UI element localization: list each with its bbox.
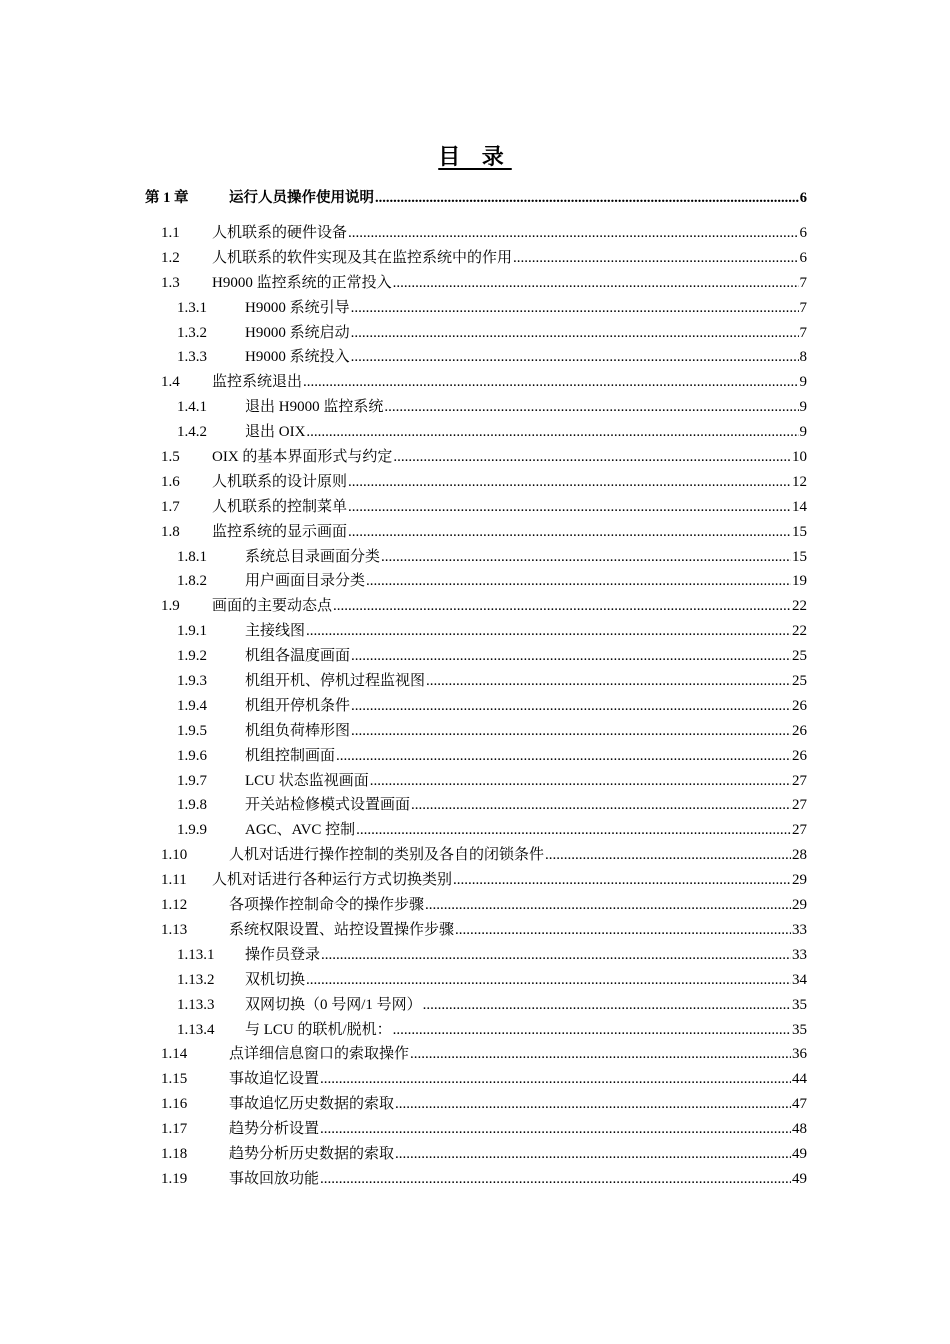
toc-dot-leader xyxy=(321,943,791,968)
toc-entry-label: 机组开停机条件 xyxy=(245,697,351,714)
toc-entry[interactable] xyxy=(145,818,807,843)
toc-dot-leader xyxy=(393,1018,791,1043)
toc-entry-page: 27 xyxy=(792,822,807,839)
toc-entry-page: 7 xyxy=(799,274,807,291)
toc-entry-page: 33 xyxy=(792,921,807,938)
toc-dot-leader xyxy=(381,545,791,570)
toc-entry-page: 6 xyxy=(799,190,807,206)
toc-entry[interactable] xyxy=(145,370,807,395)
toc-entry[interactable] xyxy=(145,793,807,818)
toc-entry-label: 事故回放功能 xyxy=(229,1170,320,1187)
toc-entry-number: 1.13.1 xyxy=(177,946,215,963)
toc-entry-page: 15 xyxy=(792,548,807,565)
toc-entry-label: 双网切换（0 号网/1 号网） xyxy=(245,996,422,1013)
toc-dot-leader xyxy=(356,818,791,843)
toc-entry[interactable] xyxy=(145,1142,807,1167)
toc-dot-leader xyxy=(384,395,798,420)
toc-entry-label: H9000 系统投入 xyxy=(245,349,350,366)
toc-entry-number: 1.3.1 xyxy=(177,299,207,316)
toc-dot-leader xyxy=(351,321,799,346)
toc-entry-page: 34 xyxy=(792,971,807,988)
toc-entry-number: 1.13.4 xyxy=(177,1021,215,1038)
toc-entry[interactable] xyxy=(145,1167,807,1192)
toc-entry-label: 监控系统的显示画面 xyxy=(212,523,348,540)
toc-entry-page: 27 xyxy=(792,772,807,789)
toc-dot-leader xyxy=(348,470,791,495)
toc-entry-label: 人机对话进行各种运行方式切换类别 xyxy=(212,872,453,889)
toc-entry[interactable] xyxy=(145,1067,807,1092)
toc-entry-page: 25 xyxy=(792,648,807,665)
toc-entry-label: OIX 的基本界面形式与约定 xyxy=(212,449,393,466)
toc-entry[interactable] xyxy=(145,1042,807,1067)
page-title: 目 录 xyxy=(438,144,512,169)
toc-entry-label: 机组各温度画面 xyxy=(245,648,351,665)
toc-dot-leader xyxy=(453,868,791,893)
toc-entry[interactable] xyxy=(145,719,807,744)
toc-dot-leader xyxy=(395,1092,791,1117)
toc-entry[interactable] xyxy=(145,296,807,321)
toc-dot-leader xyxy=(375,186,799,211)
toc-entry-number: 1.13 xyxy=(161,921,188,938)
toc-entry[interactable] xyxy=(145,271,807,296)
toc-dot-leader xyxy=(423,993,791,1018)
toc-entry-label: 事故追忆历史数据的索取 xyxy=(229,1096,395,1113)
toc-entry-page: 35 xyxy=(792,996,807,1013)
toc-dot-leader xyxy=(410,1042,791,1067)
toc-entry[interactable] xyxy=(145,993,807,1018)
toc-entry-number: 1.12 xyxy=(161,897,188,914)
toc-dot-leader xyxy=(351,345,799,370)
toc-entry-number: 1.2 xyxy=(161,249,180,266)
toc-dot-leader xyxy=(306,619,791,644)
toc-entry-page: 35 xyxy=(792,1021,807,1038)
toc-entry-page: 12 xyxy=(792,473,807,490)
toc-entry-label: 系统总目录画面分类 xyxy=(245,548,381,565)
toc-entry-number: 1.9.9 xyxy=(177,822,207,839)
toc-entry-label: 趋势分析设置 xyxy=(229,1121,320,1138)
toc-entry[interactable] xyxy=(145,495,807,520)
toc-dot-leader xyxy=(393,445,791,470)
toc-entry-page: 7 xyxy=(799,324,807,341)
toc-entry-label: H9000 系统引导 xyxy=(245,299,350,316)
toc-entry-label: LCU 状态监视画面 xyxy=(245,772,369,789)
toc-entry-page: 19 xyxy=(792,573,807,590)
toc-dot-leader xyxy=(306,420,798,445)
toc-entry-number: 1.9.5 xyxy=(177,722,207,739)
toc-entry-page: 22 xyxy=(792,623,807,640)
toc-entry[interactable] xyxy=(145,843,807,868)
toc-entry-number: 1.9 xyxy=(161,598,180,615)
toc-entry-number: 1.10 xyxy=(161,847,188,864)
toc-entry-label: 监控系统退出 xyxy=(212,374,303,391)
toc-entry-label: 退出 H9000 监控系统 xyxy=(245,399,384,416)
toc-entry-label: 人机联系的设计原则 xyxy=(212,473,348,490)
toc-entry-label: 与 LCU 的联机/脱机： xyxy=(245,1021,392,1038)
toc-entry-page: 10 xyxy=(792,449,807,466)
toc-entry-number: 1.5 xyxy=(161,449,180,466)
toc-dot-leader xyxy=(513,246,798,271)
toc-entry-page: 15 xyxy=(792,523,807,540)
toc-entry-page: 9 xyxy=(799,399,807,416)
toc-entry-page: 49 xyxy=(792,1170,807,1187)
toc-entry-number: 1.9.8 xyxy=(177,797,207,814)
toc-entry[interactable] xyxy=(145,943,807,968)
toc-entry-page: 36 xyxy=(792,1046,807,1063)
toc-entry-number: 1.11 xyxy=(161,872,187,889)
toc-entry-page: 33 xyxy=(792,946,807,963)
toc-entry[interactable] xyxy=(145,321,807,346)
toc-entry-label: 人机联系的软件实现及其在监控系统中的作用 xyxy=(212,249,513,266)
toc-entry-number: 1.9.6 xyxy=(177,747,207,764)
toc-entry-label: 人机联系的控制菜单 xyxy=(212,498,348,515)
toc-dot-leader xyxy=(351,694,791,719)
toc-entry-number: 1.17 xyxy=(161,1121,188,1138)
toc-entry[interactable] xyxy=(145,420,807,445)
toc-dot-leader xyxy=(393,271,799,296)
toc-entry-number: 1.9.1 xyxy=(177,623,207,640)
toc-entry-number: 1.15 xyxy=(161,1071,188,1088)
toc-entry[interactable] xyxy=(145,545,807,570)
toc-entry-number: 1.4 xyxy=(161,374,180,391)
toc-entry[interactable] xyxy=(145,1092,807,1117)
toc-entry-label: H9000 系统启动 xyxy=(245,324,350,341)
toc-entry-label: 主接线图 xyxy=(245,623,306,640)
toc-entry[interactable] xyxy=(145,520,807,545)
toc-entry-page: 22 xyxy=(792,598,807,615)
toc-entry-number: 1.13.2 xyxy=(177,971,215,988)
toc-entry[interactable] xyxy=(145,395,807,420)
toc-dot-leader xyxy=(351,296,799,321)
toc-entry-number: 1.19 xyxy=(161,1170,188,1187)
toc-dot-leader xyxy=(455,918,791,943)
toc-dot-leader xyxy=(545,843,791,868)
toc-entry[interactable] xyxy=(145,644,807,669)
toc-entry-number: 1.4.1 xyxy=(177,399,207,416)
toc-entry-page: 9 xyxy=(799,424,807,441)
toc-dot-leader xyxy=(348,221,798,246)
toc-entry-label: 事故追忆设置 xyxy=(229,1071,320,1088)
toc-entry-label: H9000 监控系统的正常投入 xyxy=(212,274,392,291)
toc-entry-page: 8 xyxy=(799,349,807,366)
toc-entry[interactable] xyxy=(145,968,807,993)
toc-entry[interactable] xyxy=(145,445,807,470)
toc-entry-number: 1.4.2 xyxy=(177,424,207,441)
toc-entry[interactable] xyxy=(145,186,807,213)
toc-entry[interactable] xyxy=(145,619,807,644)
toc-entry-page: 27 xyxy=(792,797,807,814)
toc-entry[interactable] xyxy=(145,569,807,594)
toc-entry[interactable] xyxy=(145,744,807,769)
toc-entry-label: 机组控制画面 xyxy=(245,747,336,764)
toc-entry[interactable] xyxy=(145,221,807,246)
toc-entry-page: 6 xyxy=(799,225,807,241)
toc-entry-page: 29 xyxy=(792,872,807,889)
toc-entry-number: 1.7 xyxy=(161,498,180,515)
toc-entry-number: 1.9.4 xyxy=(177,697,207,714)
toc-entry-label: 操作员登录 xyxy=(245,946,321,963)
toc-entry-page: 14 xyxy=(792,498,807,515)
toc-entry-number: 1.3 xyxy=(161,274,180,291)
toc-entry[interactable] xyxy=(145,594,807,619)
toc-dot-leader xyxy=(336,744,791,769)
toc-entry-page: 7 xyxy=(799,299,807,316)
toc-entry-label: 趋势分析历史数据的索取 xyxy=(229,1145,395,1162)
toc-entry-number: 1.8.1 xyxy=(177,548,207,565)
toc-dot-leader xyxy=(333,594,791,619)
toc-dot-leader xyxy=(320,1167,791,1192)
toc-entry-page: 47 xyxy=(792,1096,807,1113)
table-of-contents xyxy=(145,186,807,1192)
toc-entry-number: 1.16 xyxy=(161,1096,188,1113)
toc-entry-page: 26 xyxy=(792,747,807,764)
toc-entry[interactable] xyxy=(145,345,807,370)
toc-entry-number: 1.14 xyxy=(161,1046,188,1063)
toc-entry-label: 系统权限设置、站控设置操作步骤 xyxy=(229,921,455,938)
toc-dot-leader xyxy=(366,569,791,594)
toc-entry[interactable] xyxy=(145,893,807,918)
toc-entry-label: 机组负荷棒形图 xyxy=(245,722,351,739)
toc-entry-page: 26 xyxy=(792,697,807,714)
toc-dot-leader xyxy=(351,719,791,744)
toc-dot-leader xyxy=(425,893,791,918)
toc-entry-label: 机组开机、停机过程监视图 xyxy=(245,673,426,690)
toc-entry-label: 开关站检修模式设置画面 xyxy=(245,797,411,814)
toc-entry-page: 25 xyxy=(792,673,807,690)
toc-dot-leader xyxy=(370,769,791,794)
toc-entry[interactable] xyxy=(145,246,807,271)
toc-dot-leader xyxy=(306,968,791,993)
toc-dot-leader xyxy=(303,370,798,395)
toc-entry-label: 人机联系的硬件设备 xyxy=(212,225,348,241)
toc-entry[interactable] xyxy=(145,1018,807,1043)
toc-dot-leader xyxy=(320,1117,791,1142)
toc-entry-label: 双机切换 xyxy=(245,971,306,988)
toc-dot-leader xyxy=(351,644,791,669)
toc-dot-leader xyxy=(320,1067,791,1092)
toc-entry-page: 9 xyxy=(799,374,807,391)
toc-entry-page: 26 xyxy=(792,722,807,739)
toc-entry[interactable] xyxy=(145,470,807,495)
toc-entry-label: 人机对话进行操作控制的类别及各自的闭锁条件 xyxy=(229,847,545,864)
toc-entry-number: 1.8 xyxy=(161,523,180,540)
toc-entry-number: 1.3.3 xyxy=(177,349,207,366)
toc-entry-page: 29 xyxy=(792,897,807,914)
toc-entry-number: 1.1 xyxy=(161,225,180,241)
toc-entry-label: 退出 OIX xyxy=(245,424,306,441)
toc-entry-page: 44 xyxy=(792,1071,807,1088)
toc-entry-number: 1.9.3 xyxy=(177,673,207,690)
toc-dot-leader xyxy=(426,669,791,694)
toc-entry-label: 各项操作控制命令的操作步骤 xyxy=(229,897,425,914)
toc-entry-number: 第 1 章 xyxy=(145,190,189,206)
toc-entry-page: 48 xyxy=(792,1121,807,1138)
toc-dot-leader xyxy=(411,793,791,818)
toc-entry-number: 1.9.7 xyxy=(177,772,207,789)
toc-entry-number: 1.13.3 xyxy=(177,996,215,1013)
toc-entry-label: 画面的主要动态点 xyxy=(212,598,333,615)
toc-entry-number: 1.3.2 xyxy=(177,324,207,341)
toc-entry-page: 49 xyxy=(792,1145,807,1162)
toc-dot-leader xyxy=(348,495,791,520)
toc-entry-label: 用户画面目录分类 xyxy=(245,573,366,590)
toc-entry[interactable] xyxy=(145,868,807,893)
toc-entry[interactable] xyxy=(145,694,807,719)
toc-entry[interactable] xyxy=(145,918,807,943)
toc-entry-number: 1.6 xyxy=(161,473,180,490)
toc-dot-leader xyxy=(348,520,791,545)
toc-entry-label: 点详细信息窗口的索取操作 xyxy=(229,1046,410,1063)
toc-entry-number: 1.8.2 xyxy=(177,573,207,590)
toc-entry-number: 1.9.2 xyxy=(177,648,207,665)
toc-entry[interactable] xyxy=(145,669,807,694)
toc-entry-page: 28 xyxy=(792,847,807,864)
toc-dot-leader xyxy=(395,1142,791,1167)
toc-entry[interactable] xyxy=(145,1117,807,1142)
toc-entry-page: 6 xyxy=(799,249,807,266)
toc-entry-number: 1.18 xyxy=(161,1145,188,1162)
toc-entry-label: AGC、AVC 控制 xyxy=(245,822,356,839)
toc-entry-label: 运行人员操作使用说明 xyxy=(229,190,374,206)
toc-entry[interactable] xyxy=(145,769,807,794)
